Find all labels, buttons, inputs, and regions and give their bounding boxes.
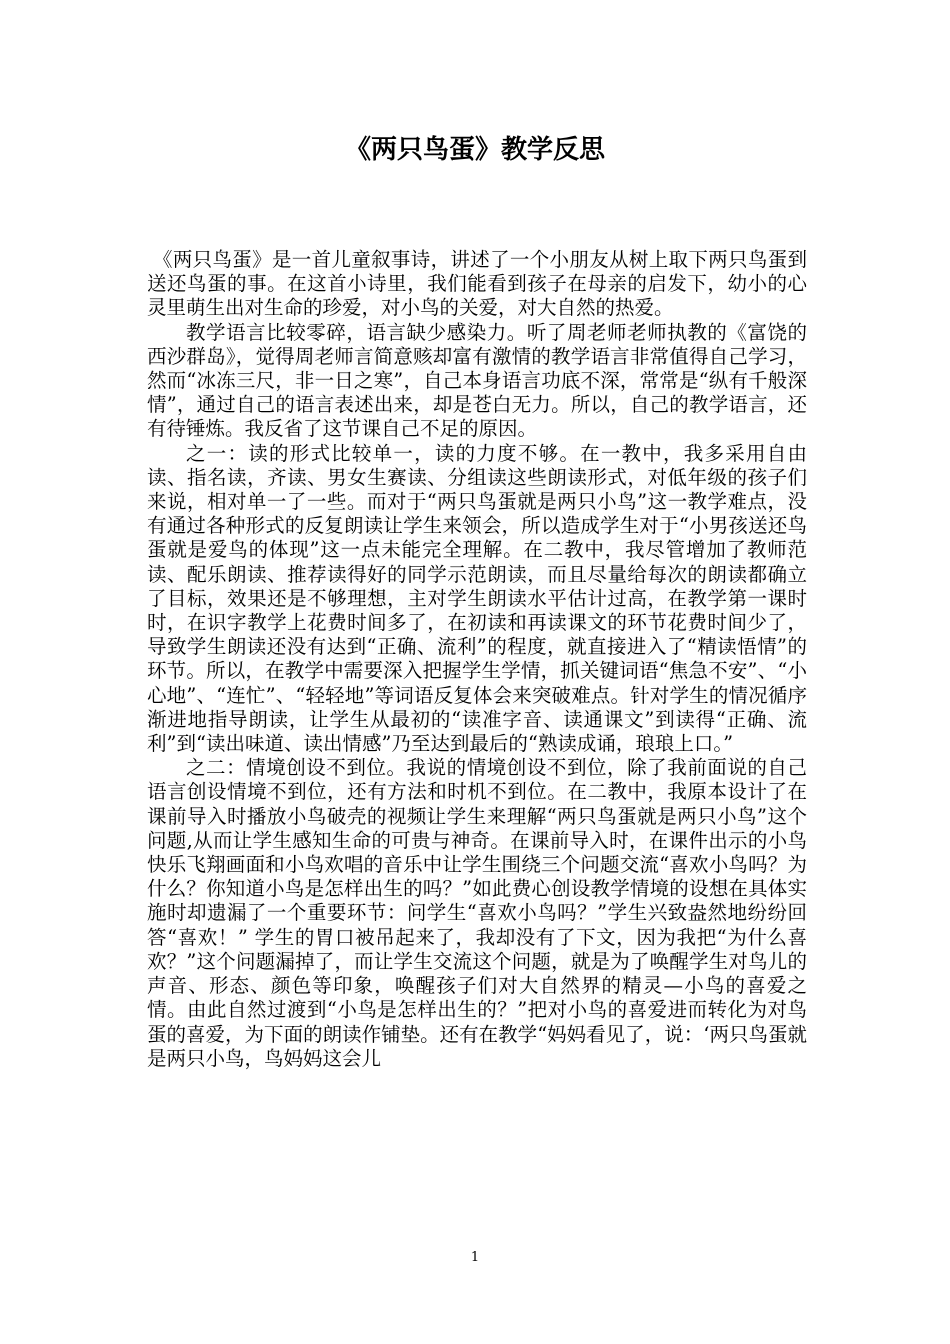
paragraph-teaching-language: 教学语言比较零碎，语言缺少感染力。听了周老师老师执教的《富饶的西沙群岛》，觉得周老师言简意赅却富有激情的教学语言非常值得自己学习，然而“冰冻三尺，非一日之寒”，自己本身语言功底不深，常常是“纵有千般深情”，通过自己的语言表述出来，却是苍白无力。所以，自己的教学语言，还有待锤炼。我反省了这节课自己不足的原因。 — [147, 320, 807, 441]
document-title: 《两只鸟蛋》教学反思 — [344, 135, 605, 165]
paragraph-intro: 《两只鸟蛋》是一首儿童叙事诗，讲述了一个小朋友从树上取下两只鸟蛋到送还鸟蛋的事。在这首小诗里，我们能看到孩子在母亲的启发下，幼小的心灵里萌生出对生命的珍爱，对小鸟的关爱，对大自然的热爱。 — [147, 248, 807, 320]
document-body — [147, 248, 807, 1071]
paragraph-situation-creation: 之二：情境创设不到位。我说的情境创设不到位，除了我前面说的自己语言创设情境不到位，还有方法和时机不到位。在二教中，我原本设计了在课前导入时播放小鸟破壳的视频让学生来理解“两只鸟蛋就是两只小鸟”这个问题,从而让学生感知生命的可贵与神奇。在课前导入时，在课件出示的小鸟快乐飞翔画面和小鸟欢唱的音乐中让学生围绕三个问题交流“喜欢小鸟吗？为什么？你知道小鸟是怎样出生的吗？”如此费心创设教学情境的设想在具体实施时却遗漏了一个重要环节：问学生“喜欢小鸟吗？”学生兴致盎然地纷纷回答“喜欢！” 学生的胃口被吊起来了，我却没有了下文，因为我把“为什么喜欢？”这个问题漏掉了，而让学生交流这个问题，就是为了唤醒学生对鸟儿的声音、形态、颜色等印象，唤醒孩子们对大自然界的精灵—小鸟的喜爱之情。由此自然过渡到“小鸟是怎样出生的？”把对小鸟的喜爱进而转化为对鸟蛋的喜爱，为下面的朗读作铺垫。还有在教学“妈妈看见了，说：‘两只鸟蛋就是两只小鸟，鸟妈妈这会儿 — [147, 756, 807, 1070]
paragraph-reading-form: 之一：读的形式比较单一，读的力度不够。在一教中，我多采用自由读、指名读，齐读、男女生赛读、分组读这些朗读形式，对低年级的孩子们来说，相对单一了一些。而对于“两只鸟蛋就是两只小鸟”这一教学难点，没有通过各种形式的反复朗读让学生来领会，所以造成学生对于“小男孩送还鸟蛋就是爱鸟的体现”这一点未能完全理解。在二教中，我尽管增加了教师范读、配乐朗读、推荐读得好的同学示范朗读，而且尽量给每次的朗读都确立了目标，效果还是不够理想，主对学生朗读水平估计过高，在教学第一课时时，在识字教学上花费时间多了，在初读和再读课文的环节花费时间少了，导致学生朗读还没有达到“正确、流利”的程度，就直接进入了“精读悟情”的环节。所以，在教学中需要深入把握学生学情，抓关键词语“焦急不安”、“小心地”、“连忙”、“轻轻地”等词语反复体会来突破难点。针对学生的情况循序渐进地指导朗读，让学生从最初的“读准字音、读通课文”到读得“正确、流利”到“读出味道、读出情感”乃至达到最后的“熟读成诵，琅琅上口。” — [147, 441, 807, 756]
page-number: 1 — [470, 1250, 480, 1265]
